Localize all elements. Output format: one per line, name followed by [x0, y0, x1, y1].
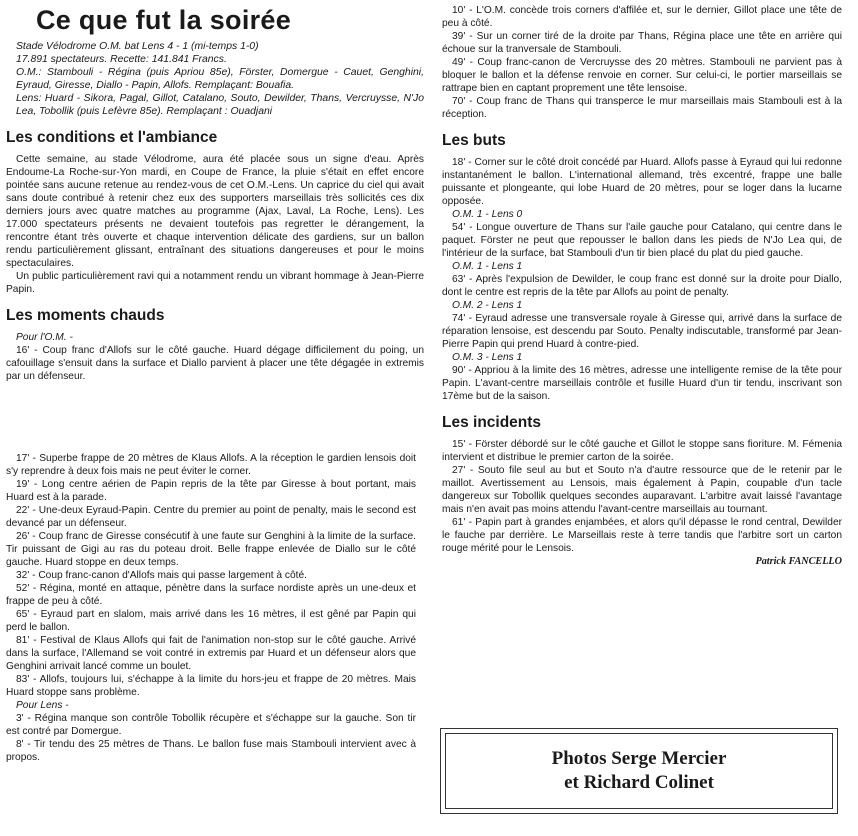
photo-credit-line: Photos Serge Mercier [551, 748, 727, 769]
left-column-lower [6, 452, 416, 764]
moment-item: 70' - Coup franc de Thans qui transperce le mur marseillais mais Stambouli est à la réception. [442, 96, 842, 120]
goal-score: O.M. 3 - Lens 1 [452, 352, 523, 363]
moment-item: 52' - Régina, monté en attaque, pénètre dans la surface nordiste après un une-deux et frappe de peu à côté. [6, 583, 416, 607]
goal-score: O.M. 1 - Lens 0 [452, 209, 523, 220]
right-column [442, 4, 842, 568]
section-heading-moments: Les moments chauds [6, 307, 165, 324]
section-heading-incidents: Les incidents [442, 414, 542, 431]
lens-label: Pour Lens - [16, 700, 69, 711]
conditions-paragraph: Un public particulièrement ravi qui a notamment rendu un vibrant hommage à Jean-Pierre Papin. [6, 271, 424, 295]
photo-credit-line: et Richard Colinet [564, 772, 714, 793]
moment-item: 19' - Long centre aérien de Papin repris de la tête par Giresse à bout portant, mais Huard est à la parade. [6, 479, 416, 503]
moment-item: 10' - L'O.M. concède trois corners d'affilée et, sur le dernier, Gillot place une tête de peu à côté. [442, 5, 842, 29]
goal-score: O.M. 2 - Lens 1 [452, 300, 523, 311]
author-signature: Patrick FANCELLO [755, 556, 842, 567]
moment-item: 81' - Festival de Klaus Allofs qui fait de l'animation non-stop sur le côté gauche. Arrivé dans la surface, l'Allemand se voit contré in extremis par Huard et un défenseur alors que Genghini arrivait lancé comme un boulet. [6, 635, 416, 672]
article-title: Ce que fut la soirée [36, 5, 292, 35]
moment-item: 22' - Une-deux Eyraud-Papin. Centre du premier au point de penalty, mais le second est devancé par un défenseur. [6, 505, 416, 529]
section-heading-conditions: Les conditions et l'ambiance [6, 129, 218, 146]
left-column [6, 4, 424, 383]
om-label: Pour l'O.M. - [16, 332, 73, 343]
moment-item: 8' - Tir tendu des 25 mètres de Thans. Le ballon fuse mais Stambouli intervient avec à propos. [6, 739, 416, 763]
moment-item: 3' - Régina manque son contrôle Tobollik récupère et s'échappe sur la gauche. Son tir est contré par Domergue. [6, 713, 416, 737]
lineup-lens: Lens: Huard - Sikora, Pagal, Gillot, Catalano, Souto, Dewilder, Thans, Vercruysse, N'Jo Lea, Tobollik (puis Lefèvre 85e). Remplaçant : Ouadjani [16, 93, 424, 117]
incident-item: 15' - Förster débordé sur le côté gauche et Gillot le stoppe sans fioriture. M. Fémenia intervient et distribue le premier carton de la soirée. [442, 439, 842, 463]
goal-score: O.M. 1 - Lens 1 [452, 261, 523, 272]
match-result: Stade Vélodrome O.M. bat Lens 4 - 1 (mi-temps 1-0) [16, 41, 259, 52]
goal-item: 54' - Longue ouverture de Thans sur l'aile gauche pour Catalano, qui centre dans le paquet. Förster ne peut que repousser le ballon dans les pieds de N'Jo Lea qui, de l'intérieur de la surface, bat Stambouli d'un tir bien placé du plat du pied gauche. [442, 222, 842, 259]
moment-item: 83' - Allofs, toujours lui, s'échappe à la limite du hors-jeu et frappe de 20 mètres. Mais Huard stoppe sans problème. [6, 674, 416, 698]
photo-credit-inner [445, 733, 833, 809]
conditions-paragraph: Cette semaine, au stade Vélodrome, aura été placée sous un signe d'eau. Après Endoume-La Roche-sur-Yon mardi, en Coupe de France, la pluie s'était en effet encore pointée sans aucune retenue au rendez-vous de cet O.M.-Lens. Un caprice du ciel qui avait sans doute contribué à retenir chez eux des supporters marseillais très sollicités ces dix derniers jours avec quatre matches au programme (Ajax, Laval, La Roche, Lens). Les 17.000 spectateurs présents ne devaient toutefois pas regretter le dérangement, la rencontre étant très ouverte et chaque intervention délicate des gardiens, sur un ballon rendu particulièrement glissant, entraînant des situations dangereuses et pour le moins spectaculaires. [6, 154, 424, 269]
incident-item: 27' - Souto file seul au but et Souto n'a d'autre ressource que de le retenir par le maillot. Avertissement au Lensois, mais également à Papin, coupable d'un tacle dangereux sur Tobollik quelques secondes auparavant. L'arbitre avait laissé l'avantage mais n'en avait pas moins attendu l'avant-centre marseillais au tournant. [442, 465, 842, 515]
goal-item: 63' - Après l'expulsion de Dewilder, le coup franc est donné sur la droite pour Diallo, dont le centre est repris de la tête par Allofs au point de penalty. [442, 274, 842, 298]
section-heading-goals: Les buts [442, 132, 506, 149]
match-info [6, 40, 424, 118]
moment-item: 39' - Sur un corner tiré de la droite par Thans, Régina place une tête en arrière qui échoue sur la tranversale de Stambouli. [442, 31, 842, 55]
incident-item: 61' - Papin part à grandes enjambées, et alors qu'il dépasse le rond central, Dewilder le fauche par derrière. Le Marseillais reste à terre tandis que l'arbitre sort un carton rouge mérité pour le Lensois. [442, 517, 842, 554]
moment-item: 65' - Eyraud part en slalom, mais arrivé dans les 16 mètres, il est gêné par Papin qui perd le ballon. [6, 609, 416, 633]
moment-item: 16' - Coup franc d'Allofs sur le côté gauche. Huard dégage difficilement du poing, un cafouillage s'ensuit dans la surface et Diallo parvient à placer une tête dégagée in extremis par un défenseur. [6, 345, 424, 382]
goal-item: 74' - Eyraud adresse une transversale royale à Giresse qui, arrivé dans la surface de réparation lensoise, est descendu par Souto. Penalty indiscutable, transformé par Jean-Pierre Papin qui prend Huard à contre-pied. [442, 313, 842, 350]
goal-item: 90' - Appriou à la limite des 16 mètres, adresse une intelligente remise de la tête pour Papin. L'avant-centre marseillais contrôle et fusille Huard d'un tir tendu, inscrivant son 17ème but de la saison. [442, 365, 842, 402]
moment-item: 32' - Coup franc-canon d'Allofs mais qui passe largement à côté. [16, 570, 307, 581]
moment-item: 17' - Superbe frappe de 20 mètres de Klaus Allofs. A la réception le gardien lensois doit s'y reprendre à deux fois mais ne peut éviter le corner. [6, 453, 416, 477]
lineup-om: O.M.: Stambouli - Régina (puis Apriou 85e), Förster, Domergue - Cauet, Genghini, Eyraud, Giresse, Diallo - Papin, Allofs. Remplaçant: Bouafia. [16, 67, 424, 91]
photo-credit-box [440, 728, 838, 814]
moment-item: 49' - Coup franc-canon de Vercruysse des 20 mètres. Stambouli ne parvient pas à bloquer le ballon et la défense renvoie en corner. Sur celui-ci, le portier marseillais se rattrape bien en captant proprement une tête lensoise. [442, 57, 842, 94]
attendance: 17.891 spectateurs. Recette: 141.841 Francs. [16, 54, 227, 65]
moment-item: 26' - Coup franc de Giresse consécutif à une faute sur Genghini à la limite de la surface. Tir puissant de Gigi au ras du poteau droit. Belle frappe enlevée de Diallo sur le côté gauche. Huard stoppe en deux temps. [6, 531, 416, 568]
goal-item: 18' - Corner sur le côté droit concédé par Huard. Allofs passe à Eyraud qui lui redonne instantanément le ballon. L'international allemand, très excentré, frappe une balle puissante et plongeante, qui lobe Huard de 20 mètres, pour se loger dans la lucarne opposée. [442, 157, 842, 207]
